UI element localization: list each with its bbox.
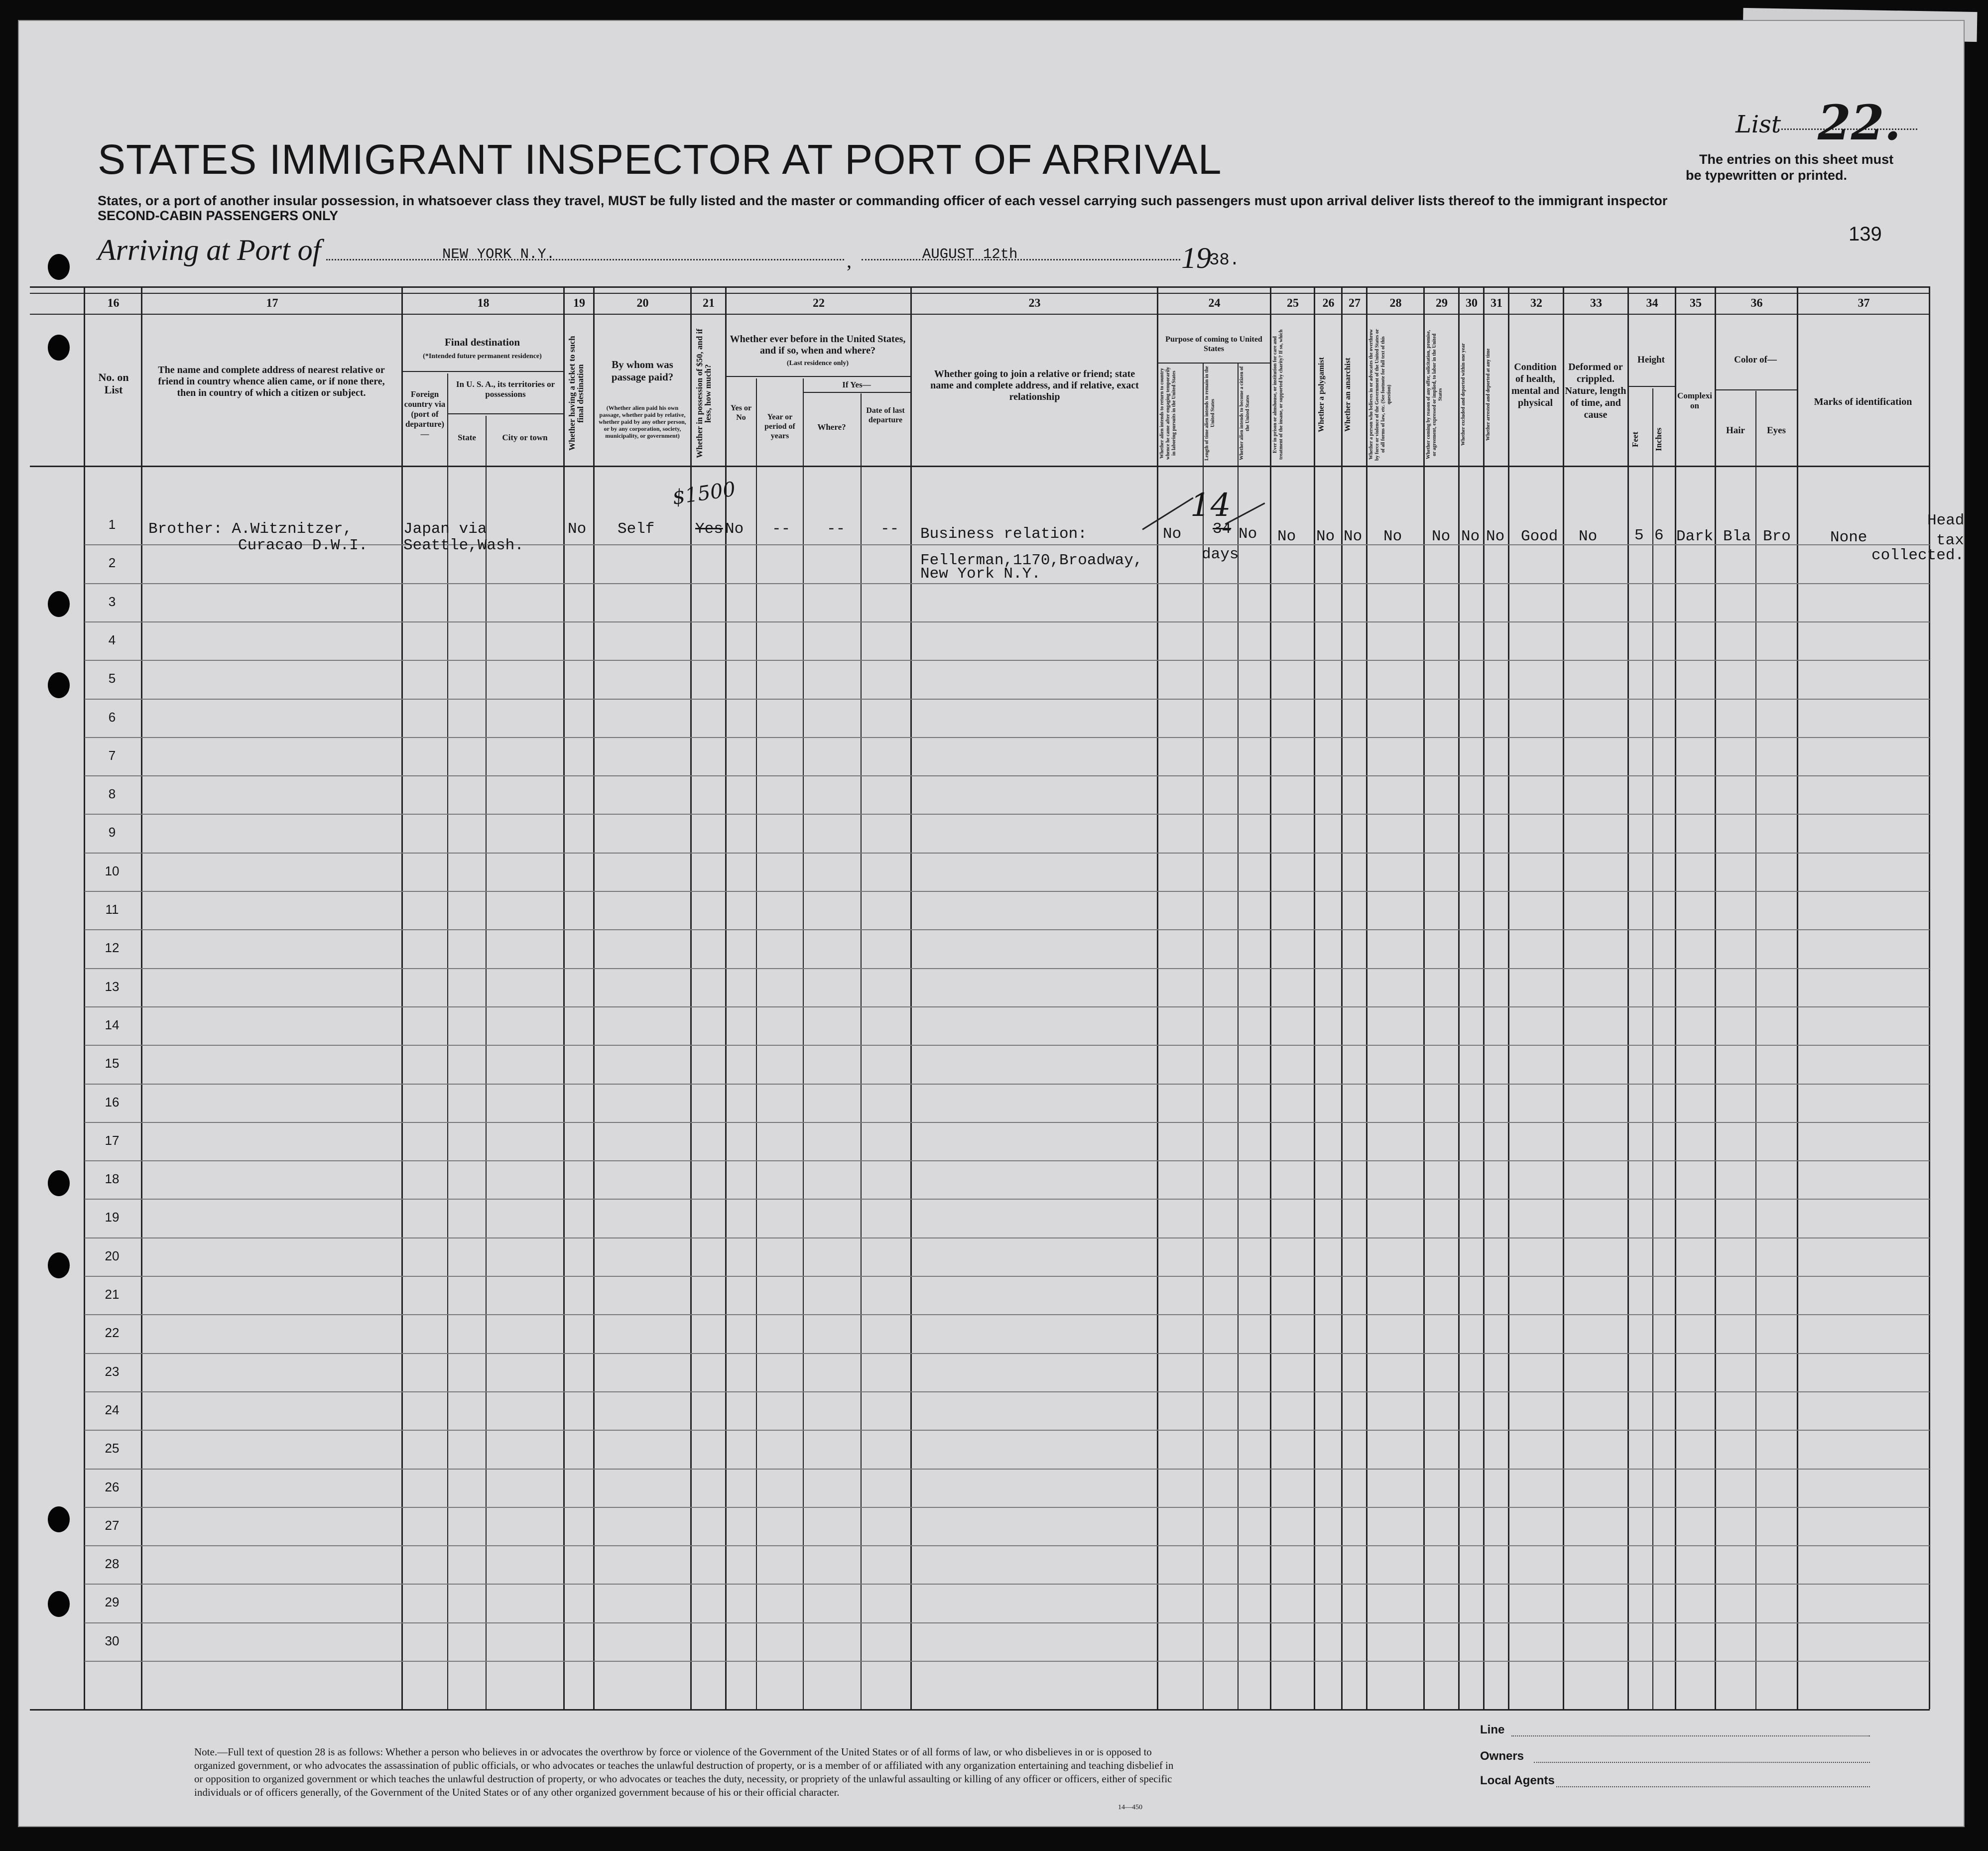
row-rule: [85, 1276, 1930, 1277]
colnum-30: 30: [1466, 297, 1478, 310]
row-rule: [85, 1661, 1930, 1662]
list-label: List: [1736, 111, 1781, 138]
binder-hole: [48, 1170, 70, 1196]
row-number: 3: [108, 594, 116, 609]
row-rule: [85, 891, 1930, 892]
row-number: 9: [108, 825, 116, 840]
class-line: SECOND-CABIN PASSENGERS ONLY: [98, 208, 339, 223]
entry-length-unit: days: [1202, 546, 1239, 563]
entry-relative-line1: Brother: A.Witznitzer,: [148, 520, 353, 538]
row-rule: [85, 1584, 1930, 1585]
hdr-purpose: Purpose of coming to United States: [1165, 335, 1262, 353]
entry-relative-line2: Curacao D.W.I.: [238, 537, 368, 554]
hdr-inches: Inches: [1654, 427, 1663, 452]
hdr-hair: Hair: [1726, 425, 1745, 436]
row-number: 8: [108, 786, 116, 801]
hdr-going-to-join: Whether going to join a relative or friend; state name and complete address, and if relative, exact relationship: [930, 369, 1139, 402]
hdr-ever-before-sub: (Last residence only): [786, 360, 849, 367]
row-number: 27: [105, 1518, 120, 1533]
entry-offer: No: [1432, 528, 1451, 545]
manifest-sheet: [18, 20, 1965, 1827]
entry-anarchist: No: [1344, 528, 1363, 545]
entry-hair: Bla: [1723, 528, 1751, 545]
date-value: AUGUST 12th: [922, 246, 1018, 262]
hdr-anarchist: Whether an anarchist: [1344, 358, 1352, 432]
row-number: 15: [105, 1056, 120, 1071]
row-rule: [85, 929, 1930, 930]
entry-purpose-return: No: [1163, 525, 1182, 543]
binder-hole: [48, 254, 70, 280]
colnum-24: 24: [1208, 297, 1221, 310]
port-line: [326, 259, 844, 260]
colnum-35: 35: [1690, 297, 1702, 310]
colnum-21: 21: [703, 297, 715, 310]
hdr-overthrow: Whether a person who believes in or advocates the overthrow by force or violence of the Government of the United States or of all forms of law, etc. (See footnote for full text of this question): [1368, 329, 1392, 461]
row-rule: [85, 660, 1930, 661]
date-line: [862, 259, 1180, 260]
colnum-34: 34: [1646, 297, 1658, 310]
hdr-no-on-list: No. on List: [98, 371, 129, 396]
row-number: 2: [108, 555, 116, 570]
binder-hole: [48, 672, 70, 698]
hdr-year: Year or period of years: [764, 413, 795, 440]
hdr-feet: Feet: [1630, 431, 1640, 448]
row-rule: [85, 1237, 1930, 1238]
colnum-22: 22: [813, 297, 825, 310]
row-number: 25: [105, 1441, 120, 1456]
row-rule: [85, 1122, 1930, 1123]
entry-money-handwritten: $1500: [671, 478, 737, 509]
instructions-text: States, or a port of another insular possession, in whatsoever class they travel, MUST be fully listed and the master or commanding officer of each vessel carrying such passengers must upon arrival deliver lists thereof to the immigrant inspector: [98, 193, 1668, 208]
entry-where: --: [827, 520, 846, 538]
row-rule: [85, 1199, 1930, 1200]
colnum-29: 29: [1436, 297, 1448, 310]
colnum-32: 32: [1530, 297, 1542, 310]
entry-paid-by: Self: [618, 520, 655, 538]
row-rule: [85, 775, 1930, 776]
row-rule: [85, 621, 1930, 622]
entry-excluded: No: [1461, 528, 1480, 545]
hdr-ever-before: Whether ever before in the United States, and if so, when and where?: [730, 334, 906, 356]
row-rule: [85, 1507, 1930, 1508]
binder-hole: [48, 1506, 70, 1532]
row-rule: [85, 1622, 1930, 1623]
hdr-ticket: Whether having a ticket to such final destination: [567, 336, 585, 451]
row-rule: [85, 1084, 1930, 1085]
colnum-20: 20: [636, 297, 649, 310]
row-number: 4: [108, 632, 116, 647]
hdr-excluded: Whether excluded and deported within one year: [1461, 343, 1466, 446]
colnum-26: 26: [1322, 297, 1335, 310]
table-top-border: [30, 286, 1930, 288]
hdr-purpose-citizen: Whether alien intends to become a citizen of the United States: [1239, 366, 1250, 461]
row-rule: [85, 1045, 1930, 1046]
entry-feet: 5: [1634, 527, 1644, 544]
binder-hole: [48, 591, 70, 617]
entry-deformed: No: [1579, 528, 1598, 545]
comma: ,: [847, 249, 852, 272]
hdr-state: State: [458, 433, 476, 442]
table-bottom-rule: [30, 1709, 1930, 1711]
hdr-marks: Marks of identification: [1814, 396, 1912, 407]
binder-hole: [48, 1252, 70, 1278]
row-rule: [85, 1353, 1930, 1354]
row-rule: [85, 1006, 1930, 1007]
arriving-label: Arriving at Port of: [98, 234, 321, 266]
colnum-31: 31: [1491, 297, 1502, 310]
entry-health: Good: [1521, 528, 1558, 545]
row-number: 10: [105, 864, 120, 878]
list-number: 22.: [1818, 95, 1901, 151]
page-title: STATES IMMIGRANT INSPECTOR AT PORT OF ARRIVAL: [98, 136, 1222, 183]
entry-join-line2: Fellerman,1170,Broadway,: [920, 552, 1143, 569]
year-suffix: 38.: [1209, 251, 1240, 270]
entry-before-yes-no: No: [725, 520, 744, 538]
entries-note-1: The entries on this sheet must: [1699, 152, 1894, 167]
owners-label: Owners: [1480, 1749, 1524, 1763]
colnum-rule: [30, 314, 1930, 315]
hdr-complexion: Complexion: [1677, 391, 1712, 410]
entry-join-line1: Business relation:: [920, 525, 1087, 543]
hdr-final-destination: Final destination: [444, 336, 520, 348]
agents-field: [1556, 1786, 1870, 1787]
row-number: 17: [105, 1133, 120, 1148]
row-number: 22: [105, 1325, 120, 1340]
entry-head-tax-2: tax: [1936, 532, 1964, 549]
row-number: 11: [105, 902, 119, 917]
table-top-border-2: [30, 293, 1930, 294]
entry-length-handwritten: 14: [1190, 487, 1231, 524]
row-number: 5: [108, 671, 116, 686]
colnum-17: 17: [266, 297, 278, 310]
page-number: 139: [1849, 223, 1882, 245]
colnum-18: 18: [477, 297, 490, 310]
colnum-33: 33: [1590, 297, 1602, 310]
hdr-relative: The name and complete address of nearest relative or friend in country whence alien came, or if none there, then in country of which a citizen or subject.: [158, 365, 385, 398]
line-field: [1511, 1735, 1870, 1736]
agents-label: Local Agents: [1480, 1774, 1555, 1787]
line-label: Line: [1480, 1723, 1505, 1736]
owners-field: [1534, 1762, 1870, 1763]
entry-overthrow: No: [1383, 528, 1402, 545]
colnum-28: 28: [1389, 297, 1402, 310]
hdr-foreign-country: Foreign country via (port of departure)—: [404, 389, 446, 439]
entry-eyes: Bro: [1763, 528, 1791, 545]
entry-foreign-line1: Japan via: [403, 520, 487, 538]
hdr-deformed: Deformed or crippled. Nature, length of time, and cause: [1565, 362, 1626, 420]
row-rule: [85, 737, 1930, 738]
hdr-health: Condition of health, mental and physical: [1511, 362, 1560, 408]
hdr-yes-no: Yes or No: [730, 404, 752, 422]
row-number: 16: [105, 1095, 120, 1110]
colnum-27: 27: [1349, 297, 1361, 310]
hdr-purpose-return: Whether alien intends to return to country whence he came after engaging temporarily in laboring pursuits in the United States: [1159, 367, 1177, 460]
colnum-16: 16: [107, 297, 120, 310]
row-rule: [85, 853, 1930, 854]
row-number: 19: [105, 1210, 120, 1225]
row-number: 12: [105, 940, 120, 955]
colnum-36: 36: [1750, 297, 1763, 310]
binder-hole: [48, 335, 70, 361]
entry-polygamist: No: [1316, 528, 1335, 545]
row-number: 20: [105, 1248, 120, 1263]
hdr-money: Whether in possession of $50, and if less, how much?: [695, 329, 713, 458]
row-rule: [85, 1469, 1930, 1470]
row-rule: [85, 1430, 1930, 1431]
entry-prison: No: [1277, 528, 1296, 545]
hdr-prison: Ever in prison or almshouse, or institution for care and treatment of the insane, or supported by charity? If so, which: [1272, 329, 1284, 460]
hdr-polygamist: Whether a polygamist: [1317, 357, 1326, 432]
entry-foreign-line2: Seattle,Wash.: [403, 537, 524, 554]
hdr-if-yes: If Yes—: [842, 380, 871, 389]
row-rule: [85, 1391, 1930, 1392]
row-number: 26: [105, 1480, 120, 1494]
hdr-final-destination-sub: (*Intended future permanent residence): [423, 353, 542, 360]
colnum-37: 37: [1858, 297, 1870, 310]
hdr-where: Where?: [817, 422, 846, 432]
row-number: 21: [105, 1287, 120, 1302]
footnote: Note.—Full text of question 28 is as follows: Whether a person who believes in or advocates the overthrow by force or violence of the Government of the United States or of all forms of law, or who disbelieves in or is opposed to organized government, or who advocates the assassination of public officials, or who advocates or teaches the unlawful destruction of property, or is a member of or affiliated with any organization entertaining and teaching disbelief in or opposition to organized government or which teaches the unlawful destruction of property, or who advocates or teaches the duty, necessity, or propriety of the unlawful assaulting or killing of any officer or officers, either of specific individuals or of officers generally, of the Government of the United States or of any other organized government because of his or their official character.: [194, 1746, 1174, 1798]
row-rule: [85, 1314, 1930, 1315]
row-number: 14: [105, 1017, 120, 1032]
row-rule: [85, 1545, 1930, 1546]
header-bottom-rule: [30, 466, 1930, 467]
entry-arrested: No: [1486, 528, 1505, 545]
entry-length-typed: 34: [1213, 520, 1232, 538]
entry-become-citizen: No: [1239, 525, 1257, 543]
row-number: 13: [105, 979, 120, 994]
row-rule: [85, 699, 1930, 700]
row-rule: [85, 583, 1930, 584]
row-number: 1: [108, 517, 116, 532]
hdr-city: City or town: [502, 433, 548, 442]
year-prefix: 19: [1181, 242, 1211, 274]
entry-date-departure: --: [880, 520, 899, 538]
row-number: 7: [108, 748, 116, 763]
entry-head-tax-1: Head: [1927, 512, 1965, 529]
row-rule: [85, 968, 1930, 969]
entries-note-2: be typewritten or printed.: [1686, 168, 1848, 183]
row-number: 30: [105, 1633, 120, 1648]
entry-inches: 6: [1654, 527, 1664, 544]
entry-money-typed: Yes: [695, 520, 723, 538]
hdr-purpose-length: Length of time alien intends to remain in the United States: [1204, 366, 1216, 461]
row-rule: [85, 814, 1930, 815]
entry-head-tax-3: collected.: [1871, 547, 1965, 564]
binder-hole: [48, 1591, 70, 1617]
colnum-19: 19: [573, 297, 585, 310]
row-number: 29: [105, 1595, 120, 1609]
hdr-by-whom: By whom was passage paid?: [611, 359, 674, 383]
row-number: 23: [105, 1364, 120, 1379]
hdr-color-of: Color of—: [1734, 355, 1777, 365]
hdr-eyes: Eyes: [1767, 425, 1786, 436]
hdr-by-whom-sub: (Whether alien paid his own passage, whether paid by relative, whether paid by any other person, or by any corporation, society, municipality, or government): [599, 404, 686, 439]
entry-complexion: Dark: [1676, 528, 1714, 545]
hdr-date-departure: Date of last departure: [866, 406, 905, 424]
row-rule: [85, 1160, 1930, 1161]
hdr-offer: Whether coming by reason of any offer, solicitation, promise, or agreement, expressed or implied, to labor in the United States: [1426, 330, 1443, 460]
hdr-height: Height: [1637, 355, 1665, 365]
colnum-25: 25: [1287, 297, 1299, 310]
entry-marks: None: [1830, 529, 1867, 546]
entry-join-line3: New York N.Y.: [920, 565, 1041, 583]
row-number: 28: [105, 1556, 120, 1571]
row-number: 24: [105, 1402, 120, 1417]
hdr-in-usa: In U. S. A., its territories or possessions: [456, 379, 555, 399]
form-number: 14—450: [1118, 1804, 1142, 1811]
row-number: 6: [108, 710, 116, 725]
hdr-arrested: Whether arrested and deported at any time: [1486, 348, 1491, 441]
row-number: 18: [105, 1171, 120, 1186]
port-value: NEW YORK N.Y.: [442, 246, 555, 262]
entry-ticket: No: [568, 520, 587, 538]
entry-year-period: --: [772, 520, 791, 538]
colnum-23: 23: [1028, 297, 1041, 310]
